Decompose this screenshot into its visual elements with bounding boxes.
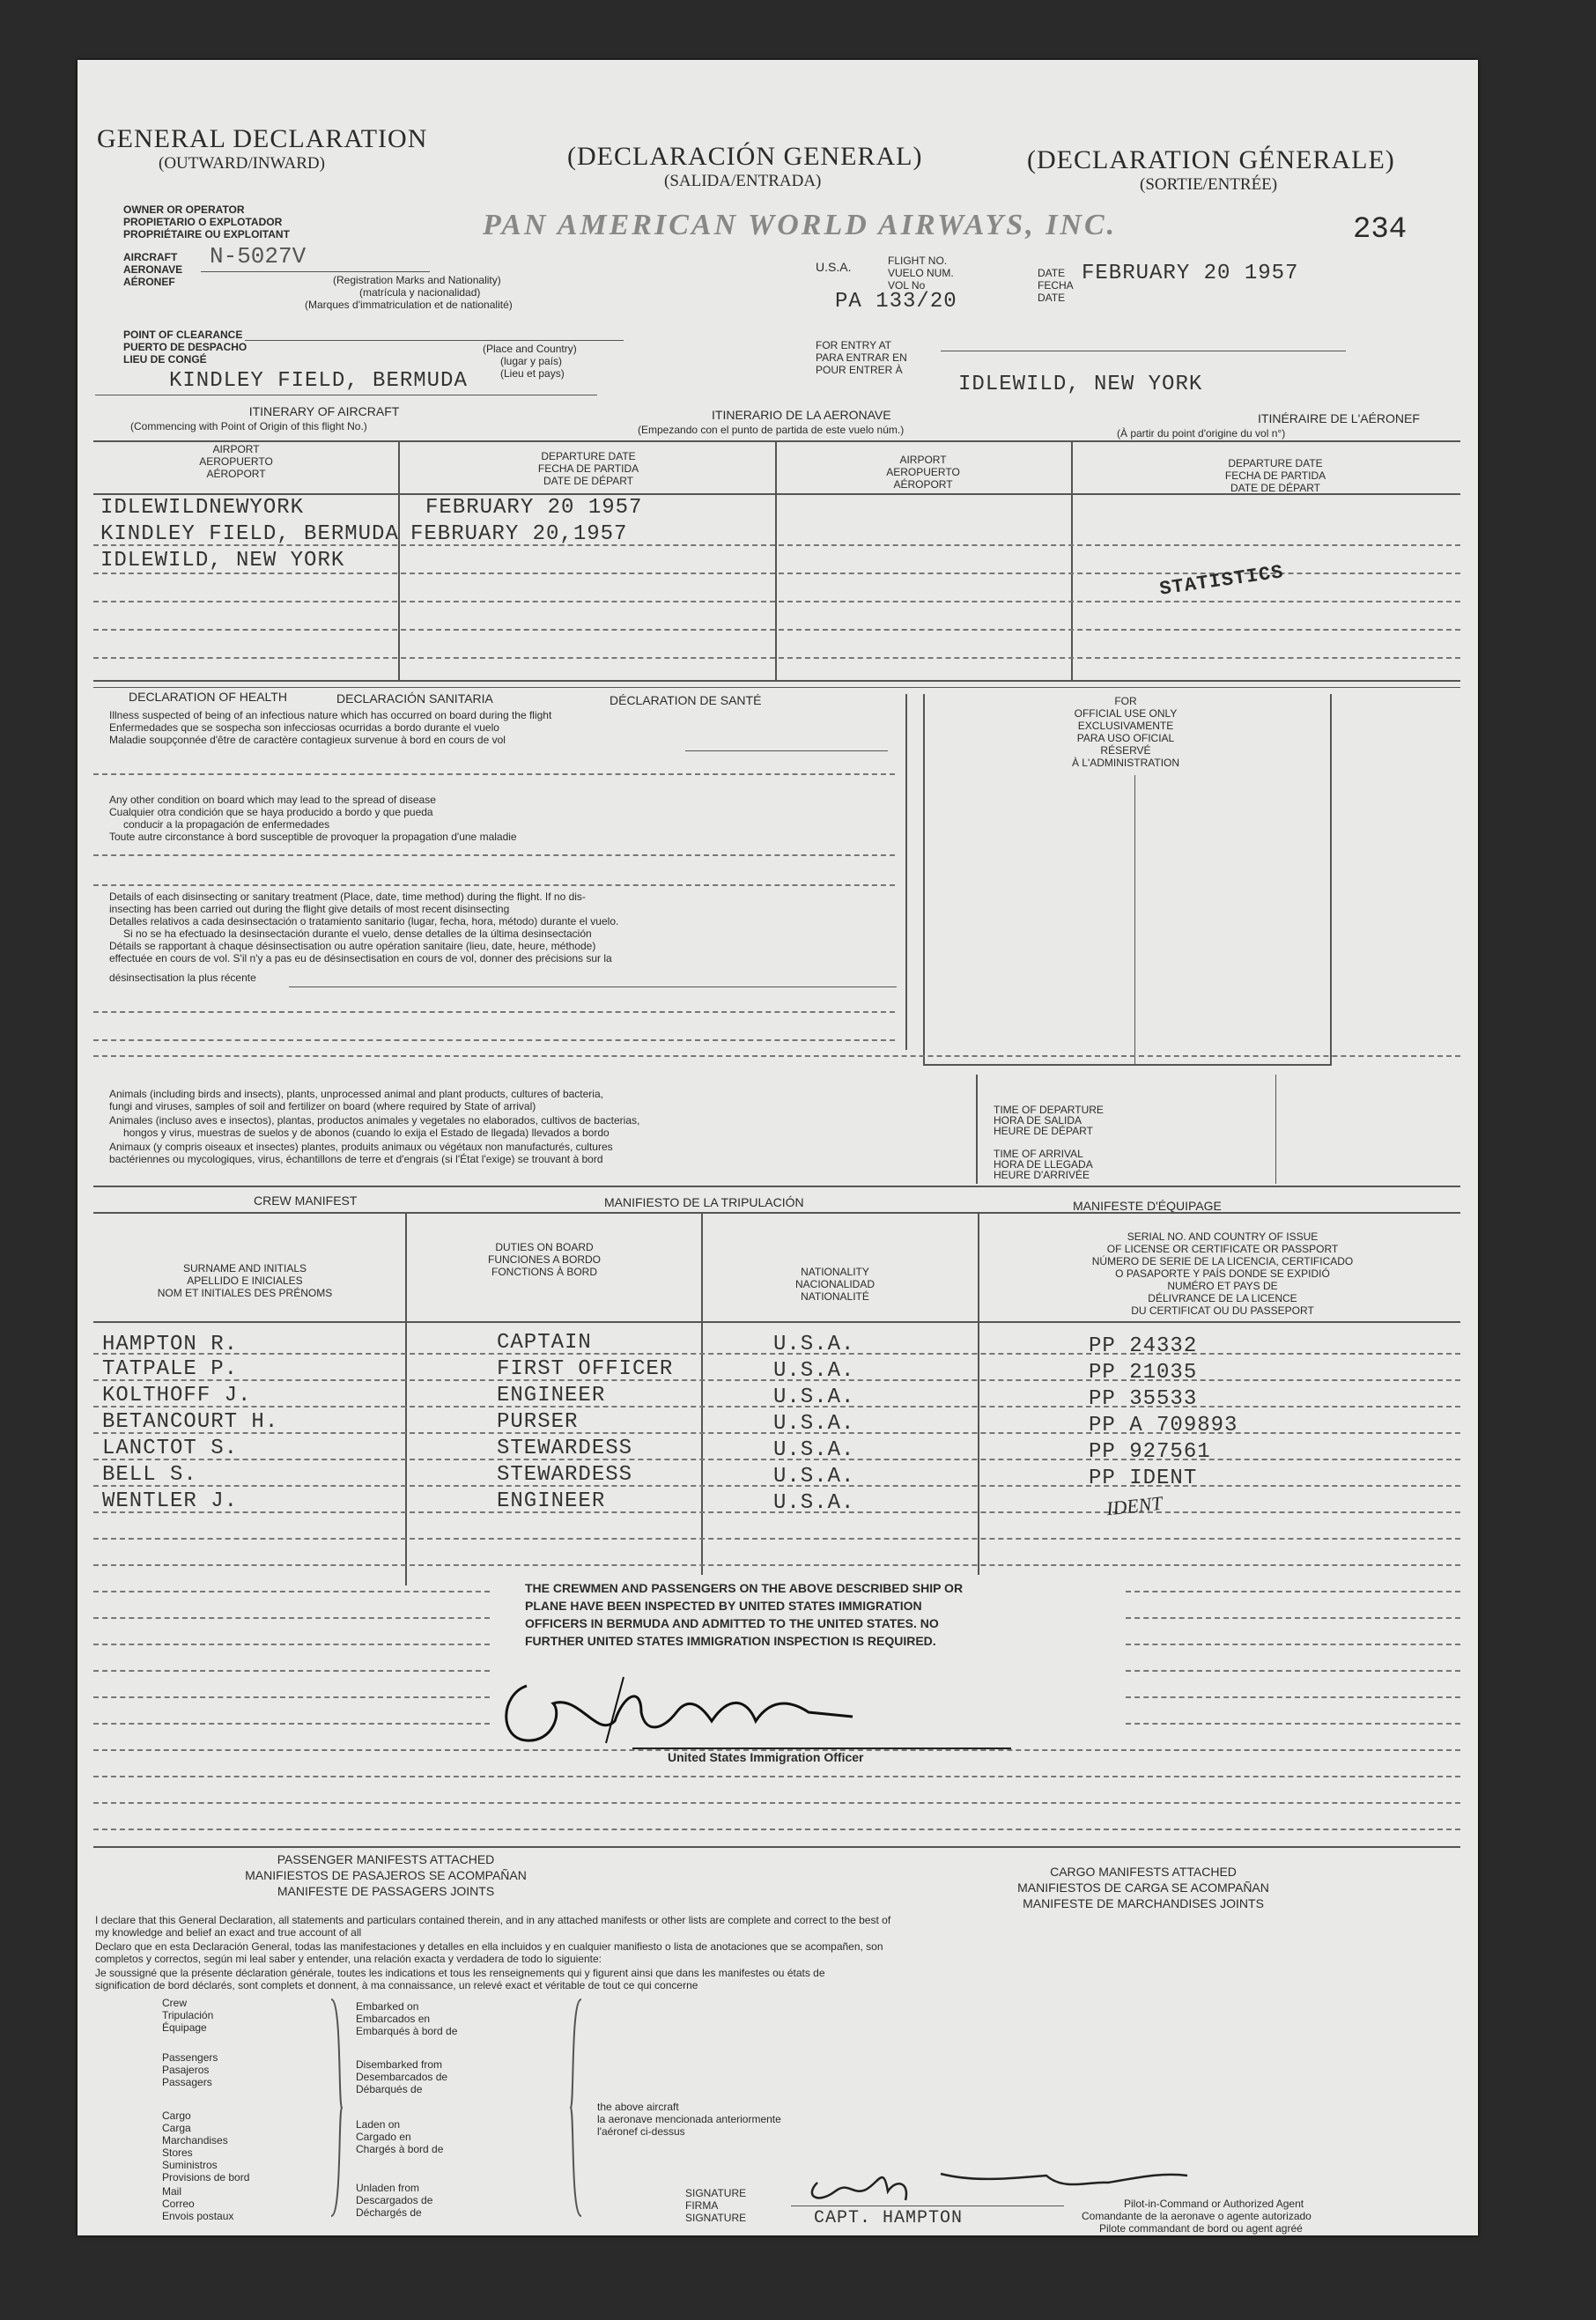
flight-label-1: FLIGHT NO.	[888, 255, 948, 267]
declaration-action-7: Laden on	[356, 2118, 401, 2131]
col-license-6: DÉLIVRANCE DE LA LICENCE	[1148, 1292, 1297, 1304]
date-label-3: DATE	[1038, 292, 1066, 304]
animals-6: bactériennes ou mycologiques, virus, échantillons de terre et d'engrais (si l'État l'exige) se trouvant à bord	[109, 1153, 603, 1165]
aircraft-label-2: AERONAVE	[123, 263, 183, 276]
declaration-item-11: Suministros	[162, 2159, 218, 2171]
crew-6-nationality: U.S.A.	[773, 1465, 855, 1489]
declaration-item-1: Crew	[162, 1997, 188, 2009]
animals-1: Animals (including birds and insects), plants, unprocessed animal and plant products, cultures of bacteria,	[109, 1088, 603, 1100]
declaration-col3-2: la aeronave mencionada anteriormente	[597, 2113, 781, 2125]
col-airport-r-3: AÉROPORT	[893, 478, 953, 491]
col-departure-1: DEPARTURE DATE	[541, 450, 636, 462]
declaration-item-10: Stores	[162, 2146, 193, 2159]
health-p3-2: insecting has been carried out during the flight give details of most recent disinsecting	[109, 903, 510, 915]
col-airport-r-2: AEROPUERTO	[886, 466, 960, 478]
declaration-5: Je soussigné que la présente déclaration générale, toutes les indications et tous les renseignements qui y figurent ainsi que dans les manifestes ou états de	[95, 1967, 825, 1979]
itinerary-row-3-airport: IDLEWILD, NEW YORK	[100, 549, 345, 573]
itinerary-title-es-2: (Empezando con el punto de partida de este vuelo núm.)	[638, 424, 905, 436]
clearance-label-3: LIEU DE CONGÉ	[123, 353, 207, 366]
entry-value: IDLEWILD, NEW YORK	[958, 373, 1203, 396]
crew-5-name: LANCTOT S.	[102, 1437, 239, 1460]
official-use-4: PARA USO OFICIAL	[1076, 732, 1175, 744]
time-departure-1: TIME OF DEPARTURE	[994, 1104, 1104, 1116]
crew-title-es: MANIFIESTO DE LA TRIPULACIÓN	[604, 1195, 804, 1209]
passenger-manifest-2: MANIFIESTOS DE PASAJEROS SE ACOMPAÑAN	[245, 1868, 527, 1882]
col-duties-1: DUTIES ON BOARD	[495, 1241, 594, 1253]
entry-label-1: FOR ENTRY AT	[816, 339, 892, 351]
crew-4-name: BETANCOURT H.	[102, 1410, 279, 1434]
crew-2-doc: PP 21035	[1089, 1361, 1198, 1385]
agent-label-2: Comandante de la aeronave o agente autorizado	[1082, 2210, 1312, 2222]
col-duties-3: FONCTIONS À BORD	[491, 1266, 597, 1278]
declaration-action-4: Disembarked from	[356, 2058, 443, 2071]
clearance-label-2: PUERTO DE DESPACHO	[123, 341, 248, 353]
itinerary-row-1-date: FEBRUARY 20 1957	[425, 496, 643, 520]
page-number: 234	[1353, 213, 1408, 247]
declaration-item-3: Équipage	[162, 2021, 207, 2034]
col-airport-r-1: AIRPORT	[899, 454, 947, 466]
col-departure-r-3: DATE DE DÉPART	[1230, 482, 1321, 494]
crew-4-doc: PP A 709893	[1089, 1414, 1238, 1437]
itinerary-title-es-1: ITINERARIO DE LA AERONAVE	[712, 408, 891, 422]
crew-4-duty: PURSER	[497, 1410, 579, 1434]
aircraft-label-1: AIRCRAFT	[123, 251, 178, 263]
col-license-2: OF LICENSE OR CERTIFICATE OR PASSPORT	[1106, 1243, 1339, 1255]
owner-label-3: PROPRIÉTAIRE OU EXPLOITANT	[123, 228, 290, 240]
brace-icon	[328, 1998, 345, 2218]
col-departure-r-1: DEPARTURE DATE	[1228, 457, 1323, 469]
time-arrival-2: HORA DE LLEGADA	[994, 1158, 1093, 1171]
immigration-officer-label: United States Immigration Officer	[668, 1750, 864, 1764]
declaration-3: Declaro que en esta Declaración General, todas las manifestaciones y detalles en ella incluidos y en cualquier manifiesto o lista de anotaciones que se acompañen, son	[95, 1940, 883, 1953]
col-duties-2: FUNCIONES A BORDO	[487, 1253, 602, 1266]
col-license-1: SERIAL NO. AND COUNTRY OF ISSUE	[1127, 1230, 1319, 1243]
official-use-2: OFFICIAL USE ONLY	[1074, 707, 1178, 720]
flight-date: FEBRUARY 20 1957	[1082, 262, 1299, 285]
crew-2-nationality: U.S.A.	[773, 1359, 855, 1383]
health-p2-3: conducir a la propagación de enfermedades	[123, 818, 330, 831]
itinerary-title-fr-1: ITINÉRAIRE DE L'AÉRONEF	[1258, 411, 1420, 425]
crew-4-nationality: U.S.A.	[773, 1412, 855, 1436]
signature-name: CAPT. HAMPTON	[814, 2208, 964, 2228]
col-airport-3: AÉROPORT	[206, 468, 266, 480]
crew-3-nationality: U.S.A.	[773, 1385, 855, 1409]
reg-note-1: (Registration Marks and Nationality)	[333, 274, 501, 286]
col-name-2: APELLIDO E INICIALES	[187, 1275, 303, 1287]
cargo-manifest-3: MANIFESTE DE MARCHANDISES JOINTS	[1023, 1896, 1264, 1910]
col-nationality-2: NACIONALIDAD	[794, 1278, 876, 1290]
crew-3-name: KOLTHOFF J.	[102, 1384, 252, 1408]
immigration-line-3: OFFICERS IN BERMUDA AND ADMITTED TO THE UNITED STATES. NO	[525, 1616, 939, 1630]
declaration-6: signification de bord déclarés, sont complets et donnent, à ma connaissance, un relevé exact et véritable de tout ce qui concerne	[95, 1979, 698, 1991]
declaration-item-4: Passengers	[162, 2051, 218, 2064]
crew-1-nationality: U.S.A.	[773, 1333, 855, 1356]
owner-value: PAN AMERICAN WORLD AIRWAYS, INC.	[483, 209, 1118, 241]
animals-3: Animales (incluso aves e insectos), plantas, productos animales y vegetales no elaborados, cultivos de bacterias,	[109, 1114, 640, 1127]
col-departure-2: FECHA DE PARTIDA	[537, 462, 639, 475]
health-title-es: DECLARACIÓN SANITARIA	[336, 691, 493, 706]
declaration-1: I declare that this General Declaration, all statements and particulars contained therein, and in any attached manifests or other lists are complete and correct to the best of	[95, 1914, 891, 1926]
declaration-col3-3: l'aéronef ci-dessus	[597, 2125, 685, 2138]
crew-6-doc: PP IDENT	[1089, 1467, 1198, 1490]
owner-label-1: OWNER OR OPERATOR	[123, 203, 245, 216]
crew-1-duty: CAPTAIN	[497, 1331, 592, 1355]
reg-note-3: (Marques d'immatriculation et de nationalité)	[305, 299, 513, 311]
time-arrival-1: TIME OF ARRIVAL	[994, 1148, 1083, 1160]
declaration-action-5: Desembarcados de	[356, 2071, 448, 2083]
title-fr: (DECLARATION GÉNERALE)	[1027, 145, 1395, 174]
health-p3-3: Detalles relativos a cada desinsectación o tratamiento sanitario (lugar, fecha, hora, método) durante el vuelo.	[109, 915, 619, 927]
health-p3-4: Si no se ha efectuado la desinsectación durante el vuelo, dense detalles de la última desinsectación	[123, 927, 592, 940]
col-nationality-3: NATIONALITÉ	[801, 1290, 869, 1303]
declaration-action-11: Descargados de	[356, 2194, 433, 2206]
crew-3-duty: ENGINEER	[497, 1384, 606, 1408]
flight-label-3: VOL No	[888, 279, 926, 292]
agent-label-1: Pilot-in-Command or Authorized Agent	[1124, 2198, 1304, 2210]
col-airport-2: AEROPUERTO	[199, 455, 273, 468]
crew-3-doc: PP 35533	[1089, 1387, 1198, 1411]
declaration-item-8: Carga	[162, 2122, 191, 2134]
itinerary-row-2-airport: KINDLEY FIELD, BERMUDA	[100, 522, 399, 546]
immigration-officer-signature-icon	[491, 1659, 861, 1756]
crew-7-nationality: U.S.A.	[773, 1491, 855, 1515]
declaration-action-6: Débarqués de	[356, 2083, 423, 2095]
itinerary-row-1-airport: IDLEWILDNEWYORK	[100, 496, 305, 520]
aircraft-registration: N-5027V	[210, 243, 307, 270]
general-declaration-form	[78, 60, 1478, 2235]
passenger-manifest-1: PASSENGER MANIFESTS ATTACHED	[277, 1852, 495, 1866]
health-p1-1: Illness suspected of being of an infectious nature which has occurred on board during the flight	[109, 709, 552, 721]
itinerary-title-en-1: ITINERARY OF AIRCRAFT	[248, 404, 400, 418]
crew-2-name: TATPALE P.	[102, 1357, 239, 1381]
crew-title-en: CREW MANIFEST	[254, 1193, 358, 1208]
crew-7-name: WENTLER J.	[102, 1489, 239, 1513]
health-p3-5: Détails se rapportant à chaque désinsectisation ou autre opération sanitaire (lieu, date, heure, méthode)	[109, 940, 596, 952]
declaration-action-1: Embarked on	[356, 2000, 419, 2013]
declaration-2: my knowledge and belief an exact and true account of all	[95, 1926, 362, 1939]
signature-label-3: SIGNATURE	[685, 2212, 747, 2224]
cargo-manifest-2: MANIFIESTOS DE CARGA SE ACOMPAÑAN	[1017, 1880, 1269, 1895]
crew-1-doc: PP 24332	[1089, 1334, 1198, 1358]
aircraft-label-3: AÉRONEF	[123, 276, 175, 288]
itinerary-title-fr-2: (À partir du point d'origine du vol n°)	[1117, 427, 1286, 440]
col-license-4: O PASAPORTE Y PAÍS DONDE SE EXPIDIÓ	[1115, 1267, 1330, 1280]
crew-5-nationality: U.S.A.	[773, 1438, 855, 1462]
health-p2-2: Cualquier otra condición que se haya producido a bordo y que pueda	[109, 806, 433, 818]
col-license-7: DU CERTIFICAT OU DU PASSEPORT	[1131, 1304, 1314, 1317]
aircraft-country: U.S.A.	[816, 260, 852, 274]
declaration-item-2: Tripulación	[162, 2009, 214, 2021]
declaration-action-12: Déchargés de	[356, 2206, 422, 2219]
cargo-manifest-1: CARGO MANIFESTS ATTACHED	[1050, 1865, 1237, 1879]
col-license-5: NUMÉRO ET PAYS DE	[1167, 1280, 1278, 1292]
clearance-note-1: (Place and Country)	[483, 343, 577, 355]
health-p1-3: Maladie soupçonnée d'être de caractère contagieux survenue à bord en cours de vol	[109, 734, 506, 746]
crew-5-duty: STEWARDESS	[497, 1437, 633, 1460]
title-en: GENERAL DECLARATION	[97, 124, 428, 153]
entry-label-2: PARA ENTRAR EN	[816, 351, 907, 364]
declaration-action-2: Embarcados en	[356, 2013, 431, 2025]
immigration-line-1: THE CREWMEN AND PASSENGERS ON THE ABOVE DESCRIBED SHIP OR	[525, 1581, 964, 1595]
health-p3-7: désinsectisation la plus récente	[109, 972, 256, 984]
col-airport-1: AIRPORT	[212, 443, 260, 455]
signature-label-1: SIGNATURE	[685, 2187, 747, 2199]
col-nationality-1: NATIONALITY	[801, 1266, 869, 1278]
official-use-3: EXCLUSIVAMENTE	[1077, 720, 1174, 732]
crew-5-doc: PP 927561	[1089, 1440, 1211, 1464]
crew-7-duty: ENGINEER	[497, 1489, 606, 1513]
title-en-sub: (OUTWARD/INWARD)	[159, 154, 325, 173]
crew-2-duty: FIRST OFFICER	[497, 1357, 674, 1381]
immigration-stamp	[491, 1575, 1126, 1786]
crew-1-name: HAMPTON R.	[102, 1333, 239, 1356]
flight-number: PA 133/20	[835, 290, 957, 314]
clearance-label-1: POINT OF CLEARANCE	[123, 329, 243, 341]
crew-title-fr: MANIFESTE D'ÉQUIPAGE	[1073, 1199, 1222, 1213]
official-use-1: FOR	[1114, 695, 1137, 707]
title-fr-sub: (SORTIE/ENTRÉE)	[1140, 175, 1278, 194]
declaration-item-15: Envois postaux	[162, 2210, 234, 2222]
date-label-1: DATE	[1038, 267, 1066, 279]
owner-label-2: PROPIETARIO O EXPLOTADOR	[123, 216, 283, 228]
animals-5: Animaux (y compris oiseaux et insectes) plantes, produits animaux ou végétaux non manufacturés, cultures	[109, 1141, 613, 1153]
declaration-item-6: Passagers	[162, 2076, 212, 2088]
declaration-action-8: Cargado en	[356, 2131, 411, 2143]
statistics-stamp: STATISTICS	[1157, 561, 1286, 601]
clearance-value: KINDLEY FIELD, BERMUDA	[169, 369, 468, 393]
immigration-line-2: PLANE HAVE BEEN INSPECTED BY UNITED STATES IMMIGRATION	[525, 1599, 922, 1613]
clearance-note-2: (lugar y país)	[500, 355, 563, 367]
declaration-col3-1: the above aircraft	[597, 2101, 679, 2113]
health-p2-4: Toute autre circonstance à bord susceptible de provoquer la propagation d'une maladie	[109, 831, 517, 843]
col-departure-3: DATE DE DÉPART	[543, 475, 634, 487]
declaration-item-14: Correo	[162, 2198, 195, 2210]
immigration-line-4: FURTHER UNITED STATES IMMIGRATION INSPECTION IS REQUIRED.	[525, 1634, 936, 1648]
crew-6-duty: STEWARDESS	[497, 1463, 633, 1487]
time-departure-2: HORA DE SALIDA	[994, 1114, 1082, 1127]
col-name-1: SURNAME AND INITIALS	[182, 1262, 307, 1275]
animals-2: fungi and viruses, samples of soil and fertilizer on board (where required by State of arrival)	[109, 1100, 536, 1112]
official-use-5: RÉSERVÉ	[1100, 744, 1151, 757]
agent-label-3: Pilote commandant de bord ou agent agréé	[1099, 2222, 1303, 2235]
declaration-item-12: Provisions de bord	[162, 2171, 250, 2183]
date-label-2: FECHA	[1038, 279, 1074, 292]
health-p1-2: Enfermedades que se sospecha son infecciosas ocurridas a bordo durante el vuelo	[109, 721, 499, 734]
health-p3-6: effectuée en cours de vol. S'il n'y a pas eu de désinsectisation en cours de vol, donner des précisions sur la	[109, 952, 612, 964]
signature-label-2: FIRMA	[685, 2199, 719, 2212]
declaration-action-3: Embarqués à bord de	[356, 2025, 458, 2037]
brace-right-icon	[567, 1998, 585, 2218]
itinerary-title-en-2: (Commencing with Point of Origin of this flight No.)	[130, 420, 367, 432]
declaration-item-5: Pasajeros	[162, 2064, 210, 2076]
reg-note-2: (matrícula y nacionalidad)	[359, 286, 481, 299]
animals-4: hongos y virus, muestras de suelos y de abonos (cuando lo exija el Estado de llegada) llevados a bordo	[123, 1127, 610, 1139]
declaration-item-7: Cargo	[162, 2109, 191, 2122]
col-departure-r-2: FECHA DE PARTIDA	[1224, 469, 1326, 482]
crew-6-name: BELL S.	[102, 1463, 197, 1487]
col-name-3: NOM ET INITIALES DES PRÉNOMS	[157, 1287, 333, 1299]
entry-label-3: POUR ENTRER À	[816, 364, 903, 376]
itinerary-row-2-date: FEBRUARY 20,1957	[410, 522, 628, 546]
health-title-fr: DÉCLARATION DE SANTÉ	[610, 693, 762, 707]
col-license-3: NÚMERO DE SERIE DE LA LICENCIA, CERTIFICADO	[1091, 1255, 1354, 1267]
time-departure-3: HEURE DE DÉPART	[994, 1125, 1093, 1137]
title-es: (DECLARACIÓN GENERAL)	[567, 142, 923, 171]
time-arrival-3: HEURE D'ARRIVÉE	[994, 1169, 1090, 1181]
declaration-4: completos y correctos, según mi leal saber y entender, una relación exacta y verdadera de todo lo siguiente:	[95, 1953, 602, 1965]
declaration-action-10: Unladen from	[356, 2182, 420, 2194]
title-es-sub: (SALIDA/ENTRADA)	[664, 172, 822, 190]
clearance-note-3: (Lieu et pays)	[500, 367, 565, 380]
declaration-action-9: Chargés à bord de	[356, 2143, 444, 2155]
flight-label-2: VUELO NUM.	[888, 267, 954, 279]
health-p2-1: Any other condition on board which may lead to the spread of disease	[109, 794, 436, 806]
health-p3-1: Details of each disinsecting or sanitary treatment (Place, date, time method) during the flight. If no dis-	[109, 890, 586, 903]
declaration-item-9: Marchandises	[162, 2134, 228, 2146]
official-use-6: À L'ADMINISTRATION	[1071, 757, 1180, 769]
crew-7-doc: IDENT	[1105, 1491, 1164, 1520]
passenger-manifest-3: MANIFESTE DE PASSAGERS JOINTS	[277, 1884, 495, 1898]
health-title-en: DECLARATION OF HEALTH	[129, 690, 287, 704]
declaration-item-13: Mail	[162, 2185, 182, 2198]
